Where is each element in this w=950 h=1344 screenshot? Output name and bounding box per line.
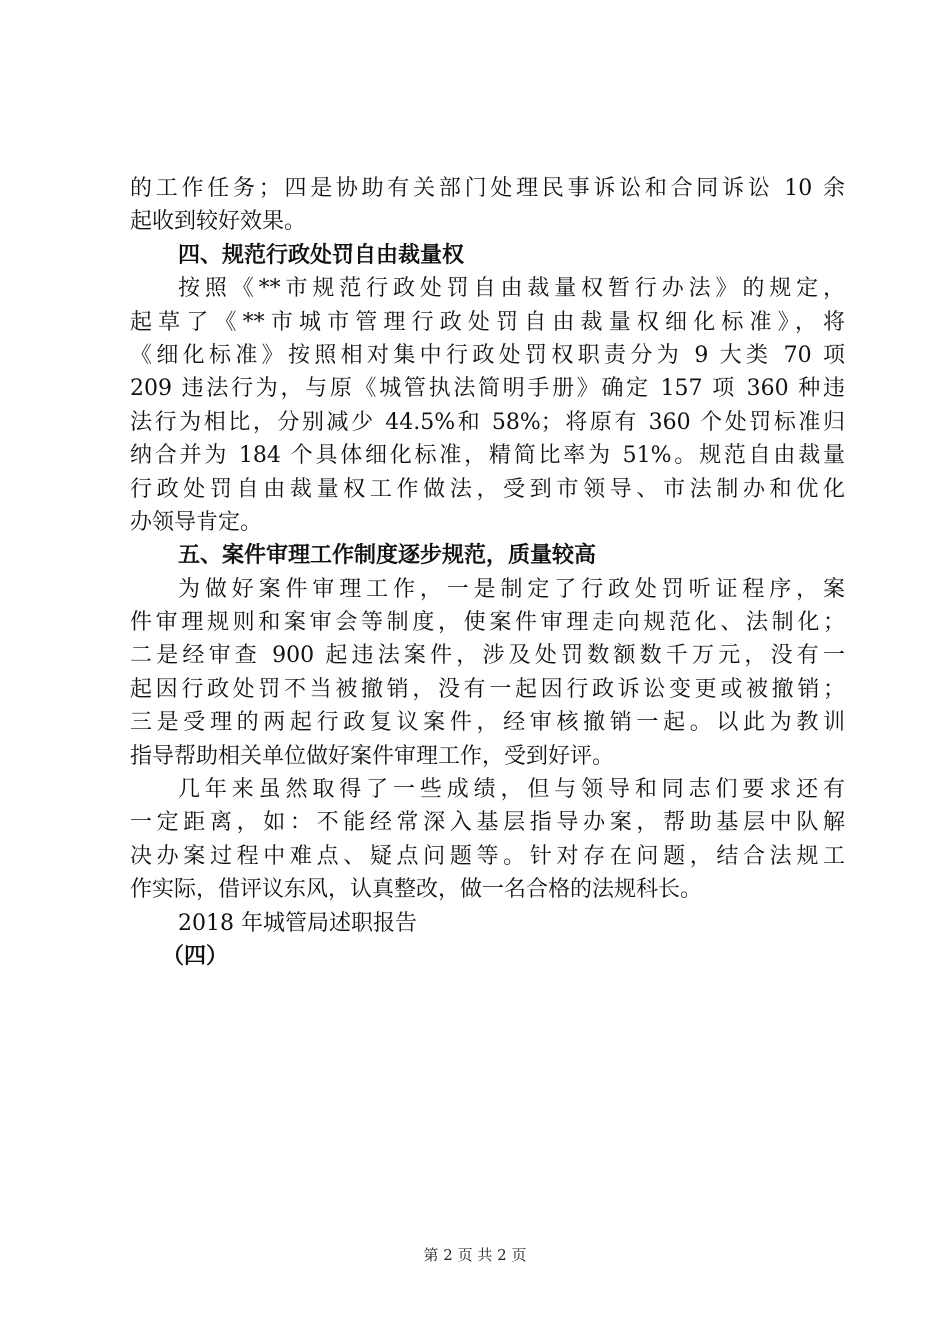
body-line: 纳合并为 184 个具体细化标准，精简比率为 51%。规范自由裁量	[130, 443, 845, 469]
body-line: 指导帮助相关单位做好案件审理工作，受到好评。	[130, 743, 615, 769]
body-line: 办领导肯定。	[130, 509, 263, 535]
body-line: 作实际，借评议东风，认真整改，做一名合格的法规科长。	[130, 877, 703, 903]
page-footer: 第 2 页 共 2 页	[423, 1246, 527, 1264]
body-line: 的工作任务；四是协助有关部门处理民事诉讼和合同诉讼 10 余	[130, 176, 845, 201]
body-line: 起草了《**市城市管理行政处罚自由裁量权细化标准》，将	[130, 309, 845, 335]
section-heading: 五、案件审理工作制度逐步规范，质量较高	[178, 543, 597, 569]
body-line: 三是受理的两起行政复议案件，经审核撤销一起。以此为教训	[130, 710, 845, 736]
body-line: 《细化标准》按照相对集中行政处罚权职责分为 9 大类 70 项	[130, 342, 845, 368]
body-line: 为做好案件审理工作，一是制定了行政处罚听证程序，案	[178, 576, 845, 602]
body-line: 几年来虽然取得了一些成绩，但与领导和同志们要求还有	[178, 777, 845, 803]
body-line: 行政处罚自由裁量权工作做法，受到市领导、市法制办和优化	[130, 476, 845, 502]
body-line: 起因行政处罚不当被撤销，没有一起因行政诉讼变更或被撤销；	[130, 676, 845, 702]
report-title-line: 2018 年城管局述职报告	[178, 910, 417, 936]
body-line: 按照《**市规范行政处罚自由裁量权暂行办法》的规定，	[178, 276, 845, 302]
section-heading: 四、规范行政处罚自由裁量权	[178, 242, 465, 268]
body-line: 决办案过程中难点、疑点问题等。针对存在问题，结合法规工	[130, 843, 845, 869]
part-number-line: （四）	[162, 943, 229, 969]
body-line: 法行为相比，分别减少 44.5%和 58%；将原有 360 个处罚标准归	[130, 409, 845, 435]
body-line: 209 违法行为，与原《城管执法简明手册》确定 157 项 360 种违	[130, 376, 845, 402]
document-body	[130, 172, 845, 973]
body-line: 起收到较好效果。	[130, 209, 307, 235]
body-line: 二是经审查 900 起违法案件，涉及处罚数额数千万元，没有一	[130, 643, 845, 669]
body-line: 件审理规则和案审会等制度，使案件审理走向规范化、法制化；	[130, 610, 845, 636]
body-line: 一定距离，如：不能经常深入基层指导办案，帮助基层中队解	[130, 810, 845, 836]
